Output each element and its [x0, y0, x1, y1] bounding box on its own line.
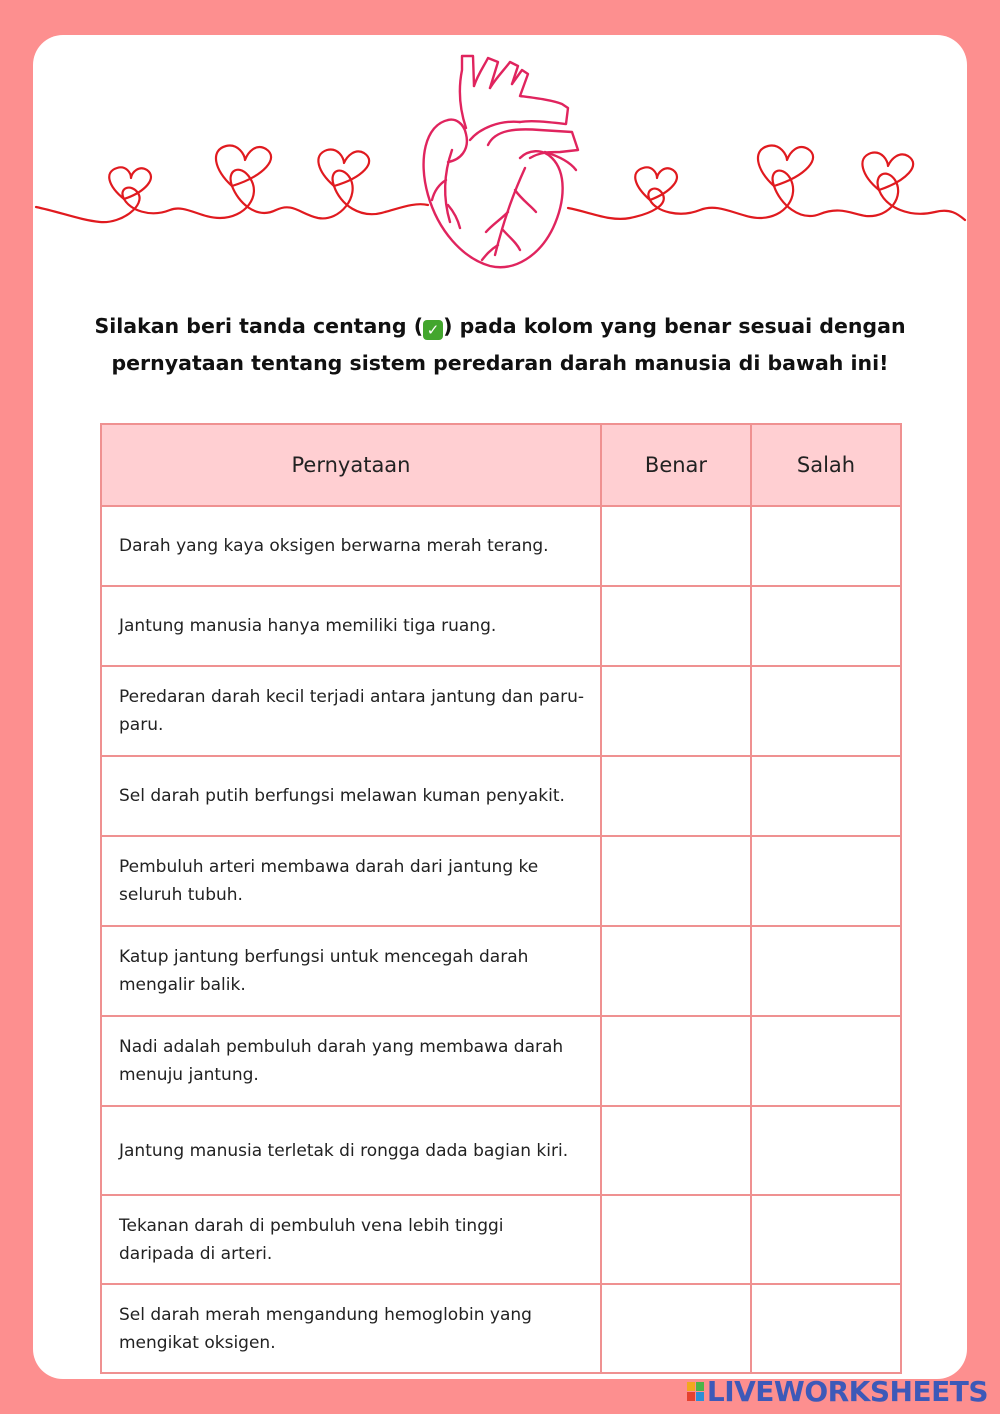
table-row: [101, 836, 901, 926]
liveworksheets-brand[interactable]: [687, 1373, 988, 1409]
instruction-text: [0, 308, 1000, 382]
table-row: [101, 756, 901, 836]
table-row: [101, 1106, 901, 1195]
statement-cell: Pembuluh arteri membawa darah dari jantung ke seluruh tubuh.: [101, 836, 601, 926]
statement-cell: Sel darah merah mengandung hemoglobin yang mengikat oksigen.: [101, 1284, 601, 1373]
table-row: [101, 926, 901, 1016]
benar-answer-cell[interactable]: [601, 1195, 751, 1284]
salah-answer-cell[interactable]: [751, 756, 901, 836]
statement-cell: Darah yang kaya oksigen berwarna merah terang.: [101, 506, 601, 586]
table-row: [101, 506, 901, 586]
anatomical-heart-icon: [0, 0, 1000, 300]
statement-cell: Nadi adalah pembuluh darah yang membawa darah menuju jantung.: [101, 1016, 601, 1106]
statement-cell: Peredaran darah kecil terjadi antara jantung dan paru-paru.: [101, 666, 601, 756]
benar-answer-cell[interactable]: [601, 1284, 751, 1373]
benar-answer-cell[interactable]: [601, 1016, 751, 1106]
liveworksheets-logo-icon: [687, 1382, 704, 1401]
instruction-text-after: ) pada kolom yang benar sesuai dengan: [443, 314, 906, 338]
salah-answer-cell[interactable]: [751, 836, 901, 926]
table-row: [101, 1195, 901, 1284]
statement-cell: Jantung manusia terletak di rongga dada bagian kiri.: [101, 1106, 601, 1195]
table-row: [101, 666, 901, 756]
benar-answer-cell[interactable]: [601, 926, 751, 1016]
salah-answer-cell[interactable]: [751, 586, 901, 666]
statement-table: [100, 423, 902, 1374]
benar-answer-cell[interactable]: [601, 1106, 751, 1195]
benar-answer-cell[interactable]: [601, 666, 751, 756]
benar-answer-cell[interactable]: [601, 586, 751, 666]
benar-answer-cell[interactable]: [601, 836, 751, 926]
instruction-line-2: pernyataan tentang sistem peredaran darah manusia di bawah ini!: [111, 351, 889, 375]
table-row: [101, 1016, 901, 1106]
salah-answer-cell[interactable]: [751, 1284, 901, 1373]
header-benar: Benar: [601, 424, 751, 506]
table-row: [101, 1284, 901, 1373]
salah-answer-cell[interactable]: [751, 666, 901, 756]
checkmark-icon: ✓: [423, 320, 443, 340]
benar-answer-cell[interactable]: [601, 506, 751, 586]
instruction-line-1: [0, 308, 1000, 345]
salah-answer-cell[interactable]: [751, 926, 901, 1016]
salah-answer-cell[interactable]: [751, 506, 901, 586]
table-header-row: [101, 424, 901, 506]
instruction-text-before: Silakan beri tanda centang (: [94, 314, 424, 338]
header-pernyataan: Pernyataan: [101, 424, 601, 506]
statement-cell: Katup jantung berfungsi untuk mencegah darah mengalir balik.: [101, 926, 601, 1016]
table-row: [101, 586, 901, 666]
statement-cell: Jantung manusia hanya memiliki tiga ruang.: [101, 586, 601, 666]
salah-answer-cell[interactable]: [751, 1195, 901, 1284]
salah-answer-cell[interactable]: [751, 1016, 901, 1106]
salah-answer-cell[interactable]: [751, 1106, 901, 1195]
statement-cell: Tekanan darah di pembuluh vena lebih tinggi daripada di arteri.: [101, 1195, 601, 1284]
benar-answer-cell[interactable]: [601, 756, 751, 836]
brand-name: LIVEWORKSHEETS: [706, 1374, 988, 1408]
header-salah: Salah: [751, 424, 901, 506]
statement-cell: Sel darah putih berfungsi melawan kuman penyakit.: [101, 756, 601, 836]
